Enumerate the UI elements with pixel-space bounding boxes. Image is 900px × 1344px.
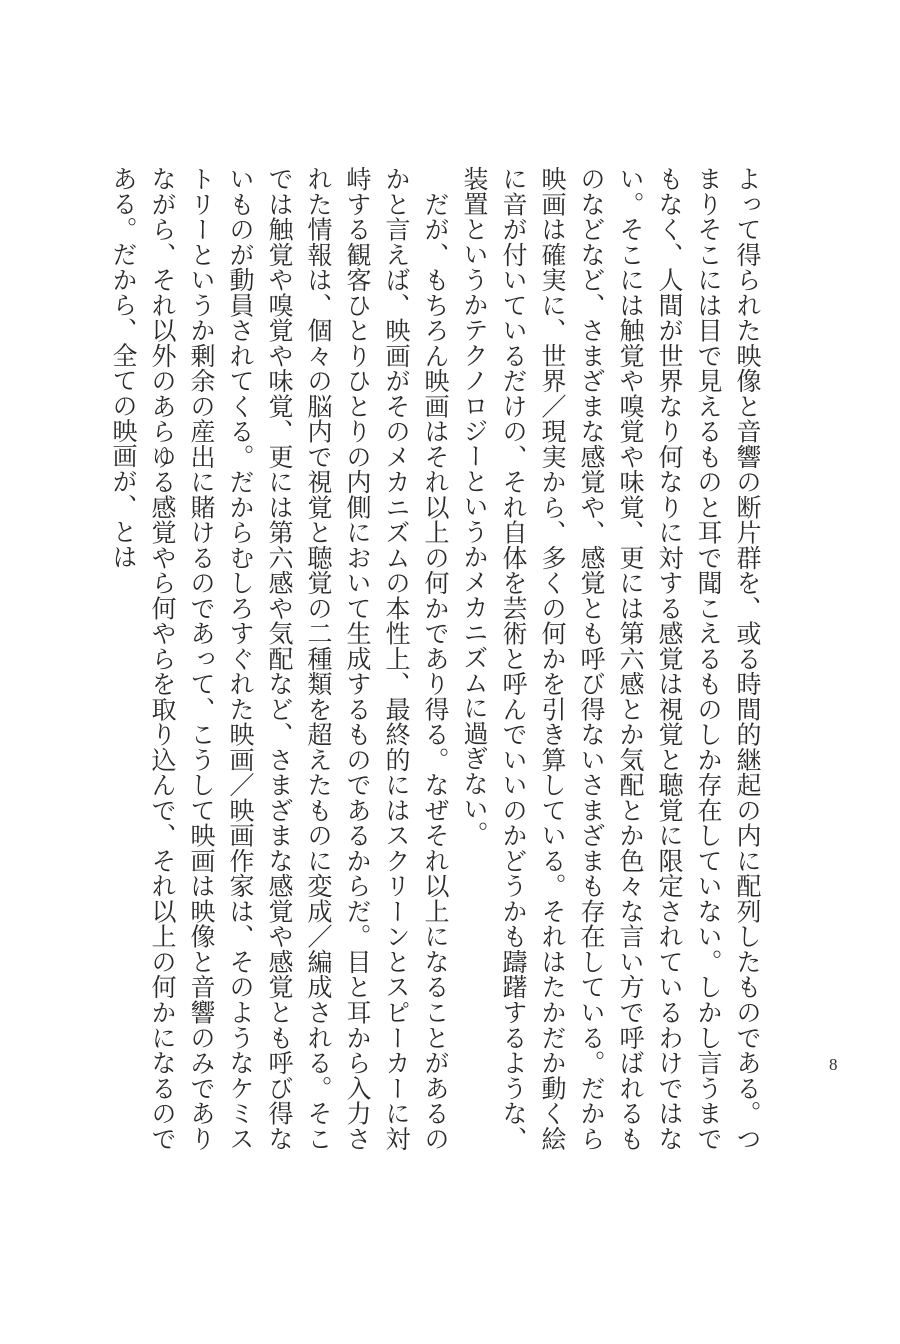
vertical-body-text: [104, 166, 767, 1151]
paragraph-1: よって得られた映像と音響の断片群を、或る時間的継起の内に配列したものである。つまりそこには目で見えるものと耳で聞こえるものしか存在していない。しかし言うまでもなく、人間が世界なり何なりに対する感覚は視覚と聴覚に限定されているわけではない。そこには触覚や嗅覚や味覚、更には第六感とか気配とか色々な言い方で呼ばれるものなどなど、さまざまな感覚や、感覚とも呼び得ないさまざまも存在している。だから映画は確実に、世界／現実から、多くの何かを引き算している。それはたかだか動く絵に音が付いているだけの、それ自体を芸術と呼んでいいのかどうかも躊躇するような、装置というかテクノロジーというかメカニズムに過ぎない。: [460, 166, 762, 1151]
page-number: 8: [829, 1055, 838, 1074]
paragraph-2: だが、もちろん映画はそれ以上の何かであり得る。なぜそれ以上になることがあるのかと言えば、映画がそのメカニズムの本性上、最終的にはスクリーンとスピーカーに対峙する観客ひとりひとりの内側において生成するものであるからだ。目と耳から入力された情報は、個々の脳内で視覚と聴覚の二種類を超えたものに変成／編成される。そこでは触覚や嗅覚や味覚、更には第六感や気配など、さまざまな感覚や感覚とも呼び得ないものが動員されてくる。だからむしろすぐれた映画／映画作家は、そのようなケミストリーというか剰余の産出に賭けるのであって、こうして映画は映像と音響のみでありながら、それ以外のあらゆる感覚やら何やらを取り込んで、それ以上の何かになるのである。だから、全ての映画が、とは: [109, 166, 450, 1151]
